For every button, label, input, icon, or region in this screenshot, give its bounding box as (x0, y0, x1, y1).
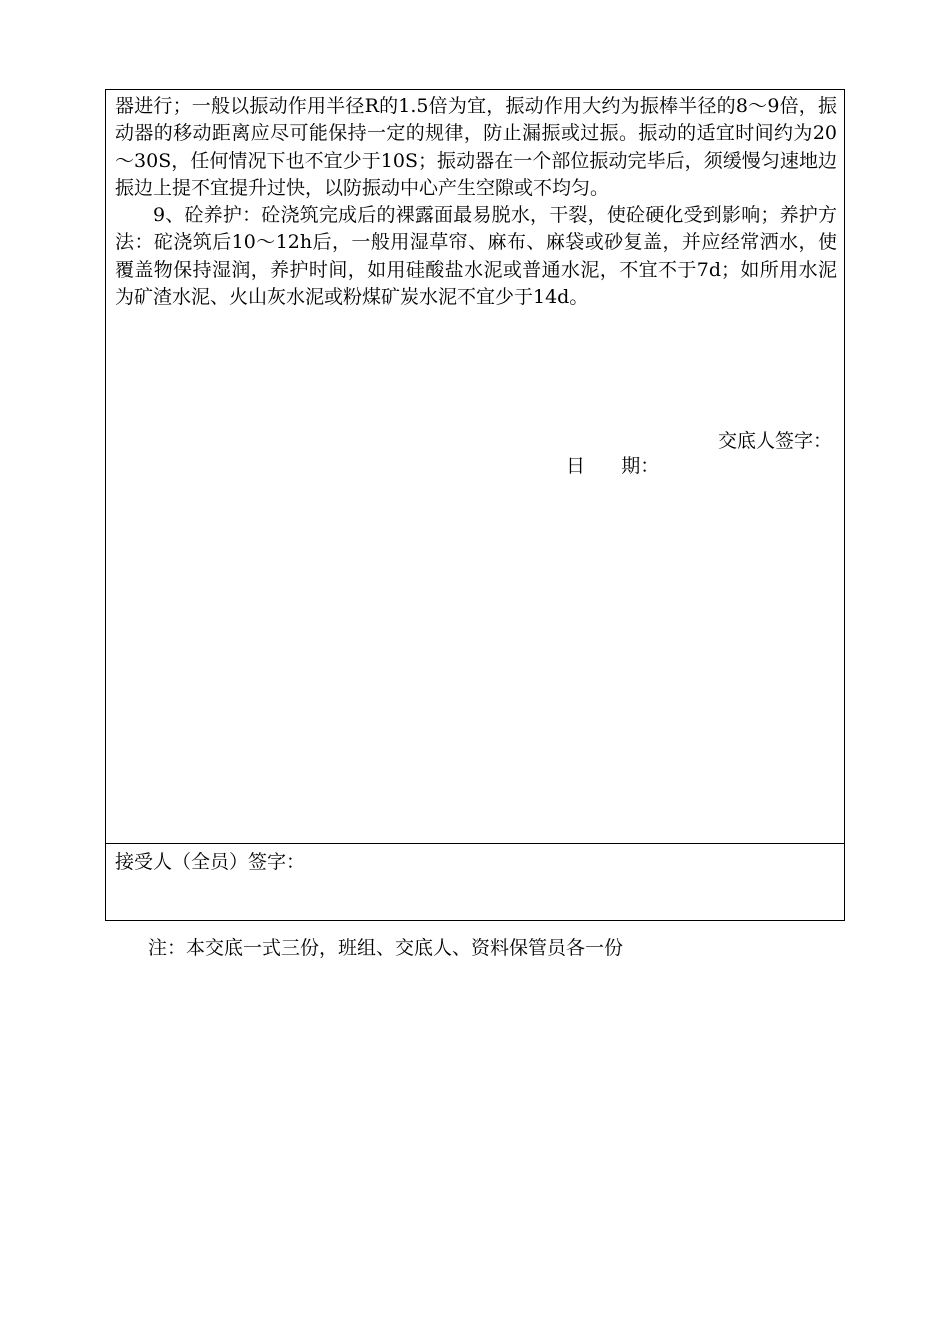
content-text (115, 93, 837, 311)
paragraph-vibration: 器进行；一般以振动作用半径R的1.5倍为宜，振动作用大约为振棒半径的8～9倍，振动器的移动距离应尽可能保持一定的规律，防止漏振或过振。振动的适宜时间约为20～30S，任何情况下也不宜少于10S；振动器在一个部位振动完毕后，须缓慢匀速地边振边上提不宜提升过快，以防振动中心产生空隙或不均匀。 (115, 95, 837, 199)
footnote: 注：本交底一式三份，班组、交底人、资料保管员各一份 (148, 937, 624, 959)
content-cell (106, 90, 844, 844)
discloser-signature-label: 交底人签字： (717, 430, 832, 452)
paragraph-curing: 9、砼养护：砼浇筑完成后的裸露面最易脱水，干裂，使砼硬化受到影响；养护方法：砣浇筑后10～12h后，一般用湿草帘、麻布、麻袋或砂复盖，并应经常洒水，使覆盖物保持湿润，养护时间，如用硅酸盐水泥或普通水泥，不宜不于7d；如所用水泥为矿渣水泥、火山灰水泥或粉煤矿炭水泥不宜少于14d。 (115, 204, 837, 309)
disclosure-table (105, 89, 845, 921)
date-label: 日 期： (566, 455, 660, 477)
receiver-cell (106, 844, 844, 920)
receiver-signature-label: 接受人（全员）签字： (115, 851, 306, 873)
